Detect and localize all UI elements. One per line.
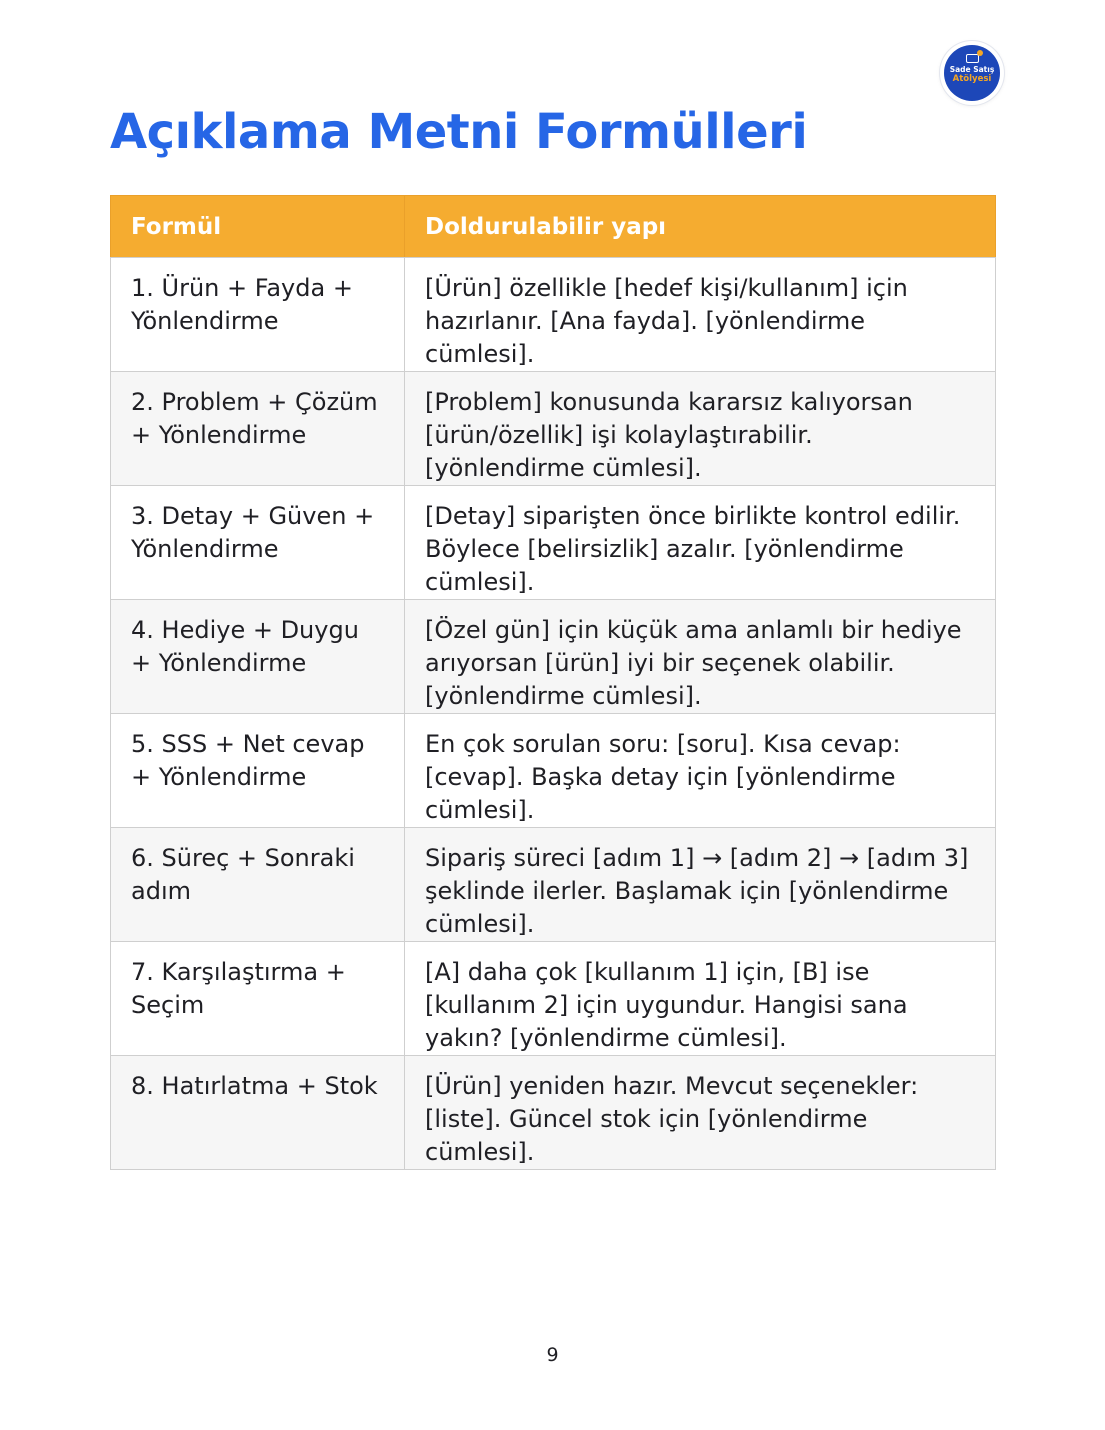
structure-cell: [Problem] konusunda kararsız kalıyorsan [ürün/özellik] işi kolaylaştırabilir. [yönlendirme cümlesi]. [405,372,996,486]
table-row [111,600,996,714]
formula-cell: 6. Süreç + Sonraki adım [111,828,405,942]
brand-logo-badge [944,45,1000,101]
table-row [111,372,996,486]
structure-cell: [A] daha çok [kullanım 1] için, [B] ise [kullanım 2] için uygundur. Hangisi sana yakın? [yönlendirme cümlesi]. [405,942,996,1056]
structure-cell: Sipariş süreci [adım 1] → [adım 2] → [adım 3] şeklinde ilerler. Başlamak için [yönlendirme cümlesi]. [405,828,996,942]
formula-cell: 7. Karşılaştırma + Seçim [111,942,405,1056]
table-row [111,942,996,1056]
table-row [111,828,996,942]
header-formula: Formül [111,196,405,258]
formula-cell: 4. Hediye + Duygu + Yönlendirme [111,600,405,714]
header-structure: Doldurulabilir yapı [405,196,996,258]
formula-table [110,195,996,1170]
formula-cell: 8. Hatırlatma + Stok [111,1056,405,1170]
table-row [111,714,996,828]
structure-cell: [Ürün] özellikle [hedef kişi/kullanım] için hazırlanır. [Ana fayda]. [yönlendirme cümlesi]. [405,258,996,372]
formula-cell: 5. SSS + Net cevap + Yönlendirme [111,714,405,828]
formula-cell: 1. Ürün + Fayda + Yönlendirme [111,258,405,372]
table-header-row [111,196,996,258]
brand-logo [940,41,1004,105]
structure-cell: [Ürün] yeniden hazır. Mevcut seçenekler: [liste]. Güncel stok için [yönlendirme cümlesi]. [405,1056,996,1170]
brand-logo-line2: Atölyesi [952,74,992,84]
table-row [111,1056,996,1170]
formula-cell: 3. Detay + Güven + Yönlendirme [111,486,405,600]
table-row [111,258,996,372]
structure-cell: En çok sorulan soru: [soru]. Kısa cevap: [cevap]. Başka detay için [yönlendirme cümlesi]. [405,714,996,828]
page-title: Açıklama Metni Formülleri [110,104,808,160]
structure-cell: [Detay] siparişten önce birlikte kontrol edilir. Böylece [belirsizlik] azalır. [yönlendirme cümlesi]. [405,486,996,600]
brand-logo-line1: Sade Satış [949,65,995,74]
formula-cell: 2. Problem + Çözüm + Yönlendirme [111,372,405,486]
structure-cell: [Özel gün] için küçük ama anlamlı bir hediye arıyorsan [ürün] iyi bir seçenek olabilir. [yönlendirme cümlesi]. [405,600,996,714]
page-number: 9 [546,1344,559,1366]
table-row [111,486,996,600]
shop-icon [966,54,979,63]
